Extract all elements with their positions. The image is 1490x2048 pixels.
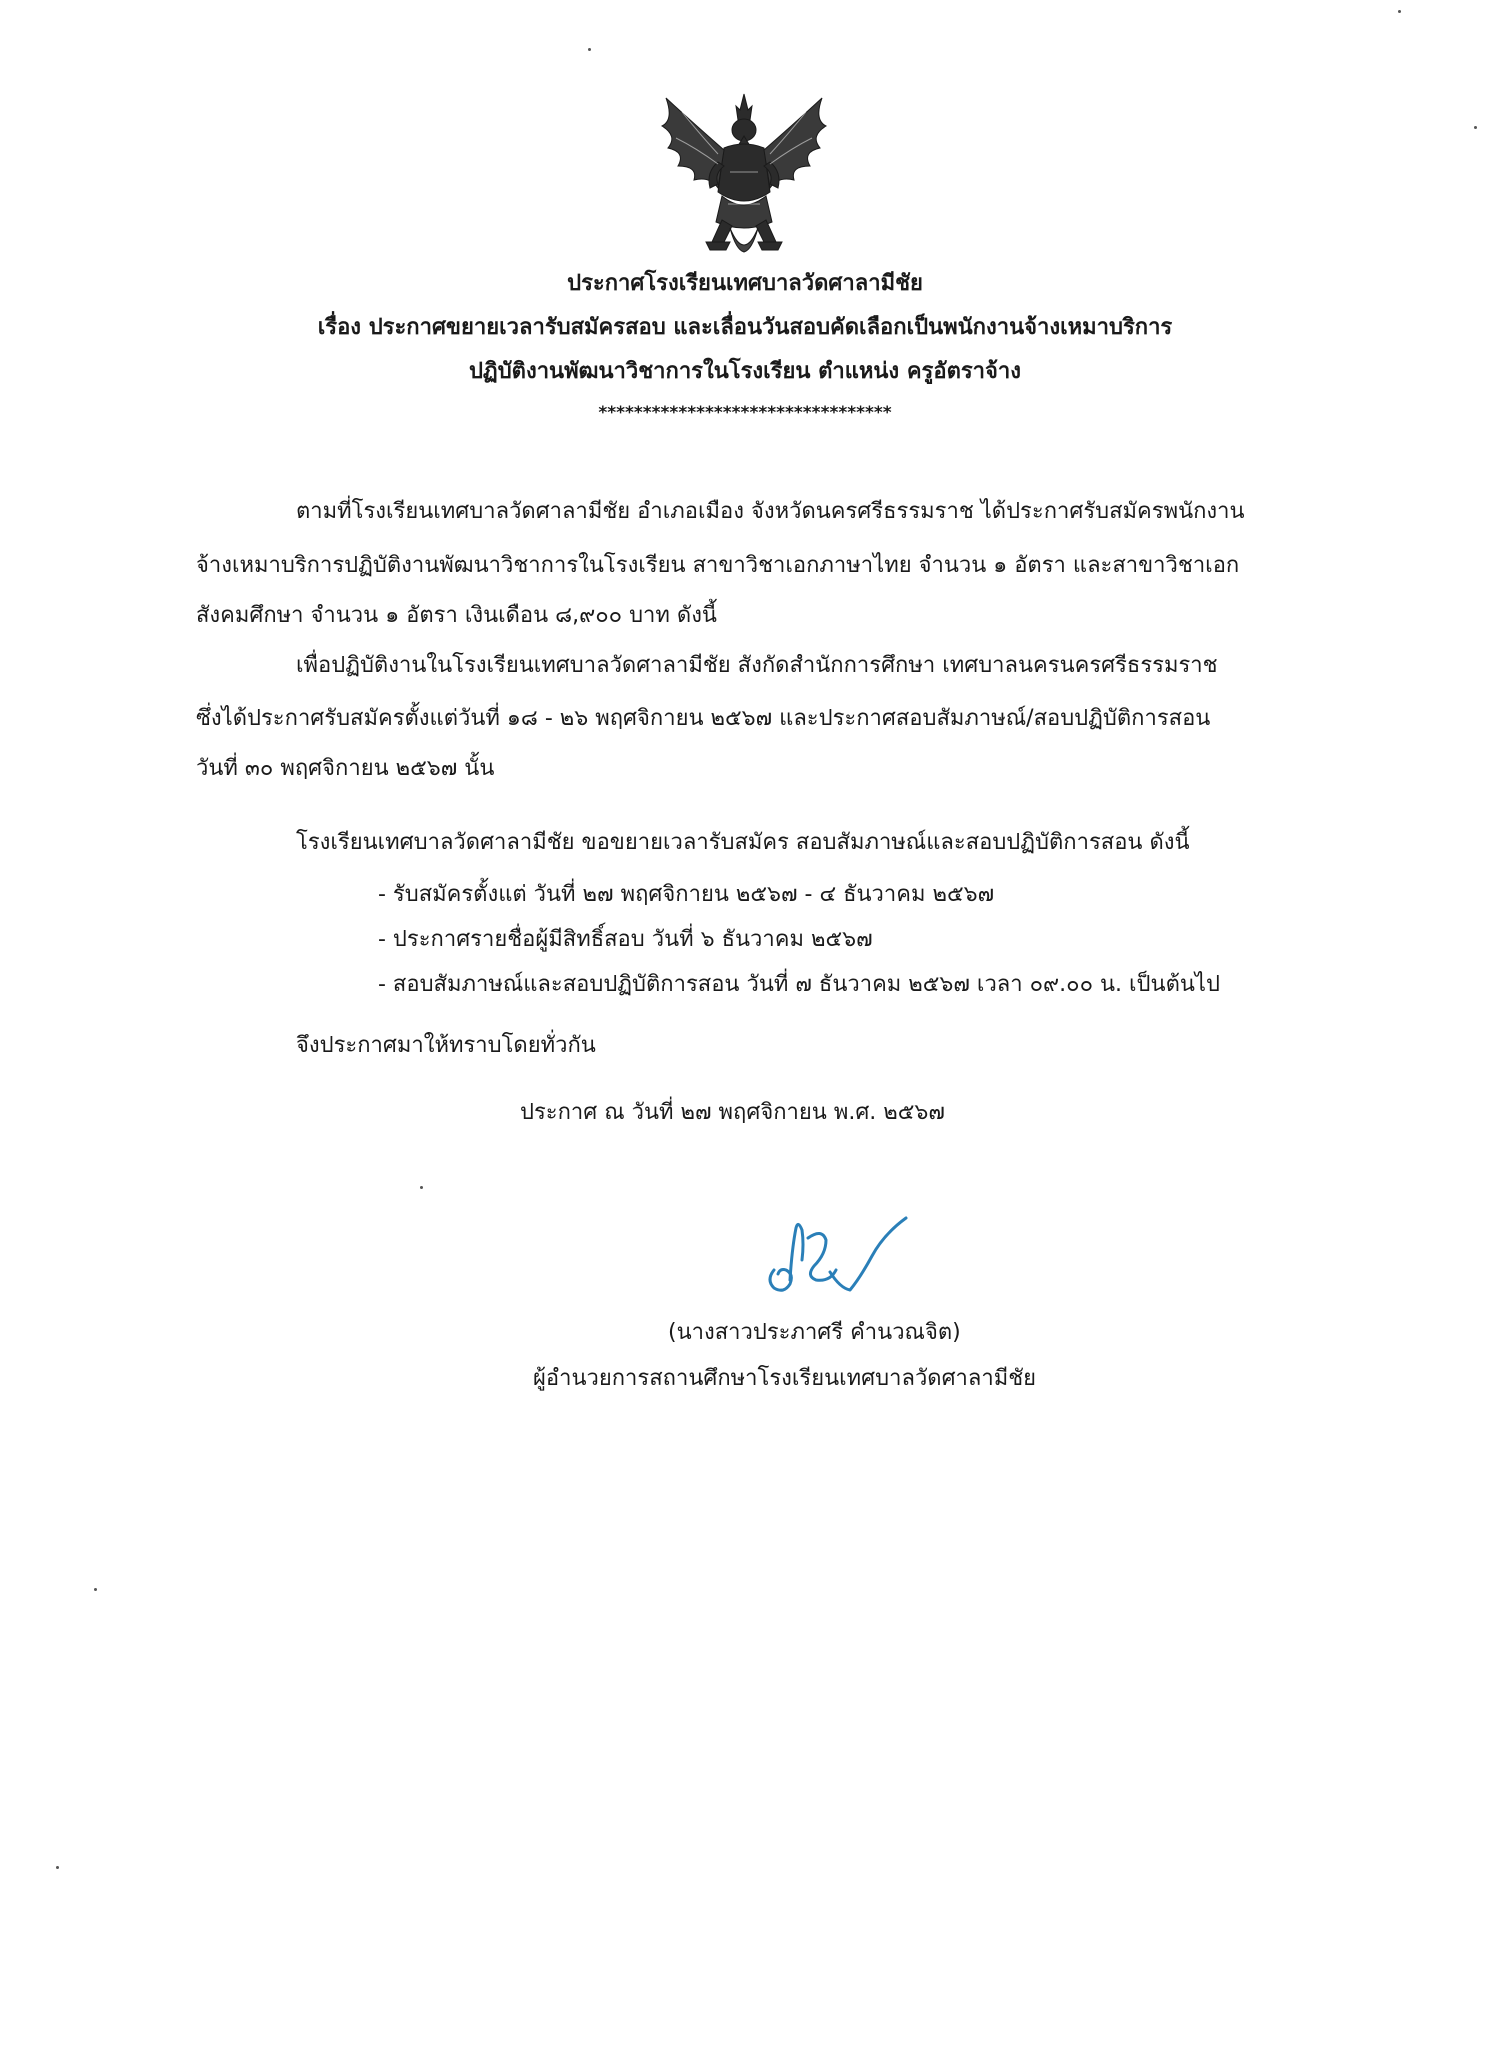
announcement-subject-line-1: เรื่อง ประกาศขยายเวลารับสมัครสอบ และเลื่อนวันสอบคัดเลือกเป็นพนักงานจ้างเหมาบริการ [317,315,1173,340]
list-item: - รับสมัครตั้งแต่ วันที่ ๒๗ พฤศจิกายน ๒๕๖๗ - ๔ ธันวาคม ๒๕๖๗ [378,882,995,907]
signatory-position: ผู้อำนวยการสถานศึกษาโรงเรียนเทศบาลวัดศาลามีชัย [533,1366,1037,1391]
scan-speck [1398,10,1401,13]
announcement-date: ประกาศ ณ วันที่ ๒๗ พฤศจิกายน พ.ศ. ๒๕๖๗ [520,1100,945,1125]
closing-statement: จึงประกาศมาให้ทราบโดยทั่วกัน [296,1033,596,1058]
separator-stars: ********************************* [598,403,892,423]
handwritten-signature-icon [760,1208,920,1300]
announcement-title: ประกาศโรงเรียนเทศบาลวัดศาลามีชัย [567,271,923,296]
scan-speck [420,1186,423,1189]
list-item: - ประกาศรายชื่อผู้มีสิทธิ์สอบ วันที่ ๖ ธันวาคม ๒๕๖๗ [378,927,873,952]
announcement-subject-line-2: ปฏิบัติงานพัฒนาวิชาการในโรงเรียน ตำแหน่ง ครูอัตราจ้าง [468,359,1022,384]
paragraph-2-line-1: เพื่อปฏิบัติงานในโรงเรียนเทศบาลวัดศาลามีชัย สังกัดสำนักการศึกษา เทศบาลนครนครศรีธรรมราช [296,653,1218,678]
list-item: - สอบสัมภาษณ์และสอบปฏิบัติการสอน วันที่ ๗ ธันวาคม ๒๕๖๗ เวลา ๐๙.๐๐ น. เป็นต้นไป [378,972,1220,997]
scan-speck [1474,126,1477,129]
scan-speck [56,1866,59,1869]
paragraph-2-line-3: วันที่ ๓๐ พฤศจิกายน ๒๕๖๗ นั้น [196,756,495,781]
garuda-emblem-icon [652,92,836,262]
paragraph-1-line-1: ตามที่โรงเรียนเทศบาลวัดศาลามีชัย อำเภอเมือง จังหวัดนครศรีธรรมราช ได้ประกาศรับสมัครพนักงาน [296,499,1245,524]
paragraph-1-line-2: จ้างเหมาบริการปฏิบัติงานพัฒนาวิชาการในโรงเรียน สาขาวิชาเอกภาษาไทย จำนวน ๑ อัตรา และสาขาวิชาเอก [196,553,1240,578]
paragraph-3: โรงเรียนเทศบาลวัดศาลามีชัย ขอขยายเวลารับสมัคร สอบสัมภาษณ์และสอบปฏิบัติการสอน ดังนี้ [296,830,1190,855]
announcement-header [0,262,1490,428]
paragraph-1-line-3: สังคมศึกษา จำนวน ๑ อัตรา เงินเดือน ๘,๙๐๐ บาท ดังนี้ [196,603,717,628]
signatory-name: (นางสาวประภาศรี คำนวณจิต) [668,1320,961,1345]
paragraph-2-line-2: ซึ่งได้ประกาศรับสมัครตั้งแต่วันที่ ๑๘ - ๒๖ พฤศจิกายน ๒๕๖๗ และประกาศสอบสัมภาษณ์/สอบปฏิบัติการสอน [196,706,1211,731]
scan-speck [94,1588,97,1591]
scan-speck [588,48,591,51]
